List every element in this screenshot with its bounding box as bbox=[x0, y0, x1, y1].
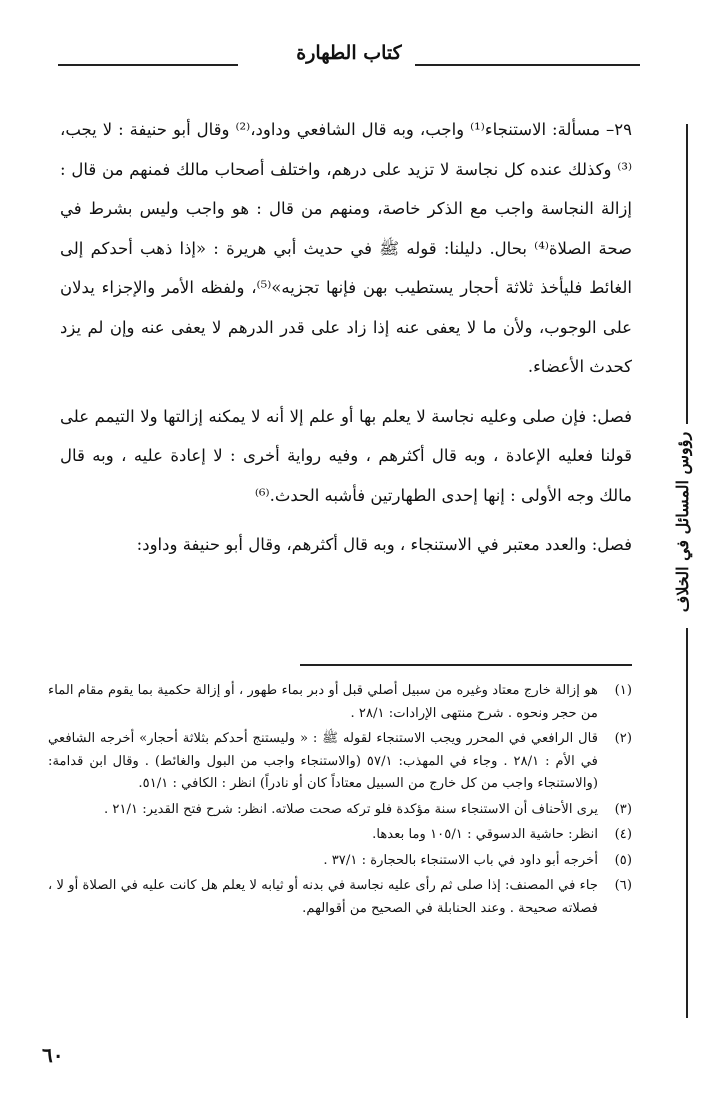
footnote bbox=[48, 799, 632, 822]
footnote-text: يرى الأحناف أن الاستنجاء سنة مؤكدة فلو تركه صحت صلاته. انظر: شرح فتح القدير: ٢١/١ . bbox=[103, 801, 598, 817]
issue-29-paragraph: ٢٩– مسألة: الاستنجاء⁽¹⁾ واجب، وبه قال الشافعي وداود،⁽²⁾ وقال أبو حنيفة : لا يجب،⁽³⁾ وكذلك عنده كل نجاسة لا تزيد على درهم، واختلف أصحاب مالك فمنهم من قال : إزالة النجاسة واجب مع الذكر خاصة، ومنهم من قال : هو واجب وليس بشرط في صحة الصلاة⁽⁴⁾ بحال. دليلنا: قوله ﷺ في حديث أبي هريرة : «إذا ذهب أحدكم إلى الغائط فليأخذ ثلاثة أحجار يستطيب بهن فإنها تجزيه»⁽⁵⁾، ولفظه الأمر والإجزاء يدلان على الوجوب، ولأن ما لا يعفى عنه إذا زاد على قدر الدرهم لا يعفى عنه وإن لم يزد كحدث الأعضاء. bbox=[60, 120, 632, 376]
footnote bbox=[48, 728, 632, 796]
footnote-text: انظر: حاشية الدسوقي : ١٠٥/١ وما بعدها. bbox=[372, 827, 598, 842]
footnote-number: (٤) bbox=[614, 827, 632, 842]
main-text bbox=[60, 110, 632, 565]
footnote bbox=[48, 824, 632, 847]
footnote-text: أخرجه أبو داود في باب الاستنجاء بالحجارة : ٣٧/١ . bbox=[323, 852, 598, 868]
chapter-title: كتاب الطهارة bbox=[296, 42, 402, 64]
footnote-text: هو إزالة خارج معتاد وغيره من سبيل أصلي قبل أو دبر بماء طهور ، أو إزالة حكمية بما يقوم مقام الماء من حجر ونحوه . شرح منتهى الإرادات: ٢٨/١ . bbox=[48, 683, 598, 721]
footnote-number: (١) bbox=[614, 683, 632, 698]
footnote bbox=[48, 850, 632, 873]
footnotes bbox=[48, 680, 632, 920]
footnote-number: (٥) bbox=[614, 852, 632, 868]
header-rule-right bbox=[415, 64, 640, 66]
footnote-number: (٢) bbox=[614, 731, 632, 746]
page-number: ٦٠ bbox=[42, 1043, 64, 1067]
footnote-separator bbox=[300, 664, 632, 666]
running-header bbox=[58, 42, 640, 72]
footnote-number: (٣) bbox=[614, 801, 632, 817]
footnote-number: (٦) bbox=[614, 878, 632, 893]
footnote bbox=[48, 680, 632, 725]
footnote-text: قال الرافعي في المحرر ويجب الاستنجاء لقوله ﷺ : « وليستنج أحدكم بثلاثة أحجار» أخرجه الشافعي في الأم : ٢٨/١ . وجاء في المهذب: ٥٧/١ (والاستنجاء واجب من البول والغائط) . وقال ابن قدامة: (والاستنجاء واجب من كل خارج من السبيل معتاداً كان أو نادراً) انظر : الكافي : ٥١/١. bbox=[48, 731, 598, 791]
footnote-text: جاء في المصنف: إذا صلى ثم رأى عليه نجاسة في بدنه أو ثيابه لا يعلم هل كانت عليه في الصلاة أو لا ، فصلاته صحيحة . وعند الحنابلة في الصحيح من أقوالهم. bbox=[48, 878, 598, 916]
section-paragraph-2: فصل: والعدد معتبر في الاستنجاء ، وبه قال أكثرهم، وقال أبو حنيفة وداود: bbox=[136, 535, 632, 554]
footnote bbox=[48, 875, 632, 920]
side-rule-top bbox=[686, 124, 688, 424]
header-rule-left bbox=[58, 64, 238, 66]
side-running-title-area bbox=[656, 420, 716, 625]
section-paragraph-1: فصل: فإن صلى وعليه نجاسة لا يعلم بها أو علم إلا أنه لا يمكنه إزالتها ولا التيمم على قولنا فعليه الإعادة ، وبه قال أكثرهم ، وفيه رواية أخرى : لا إعادة عليه ، وبه قال مالك وجه الأولى : إنها إحدى الطهارتين فأشبه الحدث.⁽⁶⁾ bbox=[60, 406, 632, 505]
side-rule-bottom bbox=[686, 628, 688, 1018]
side-running-title: رؤوس المسائل في الخلاف bbox=[673, 431, 692, 613]
